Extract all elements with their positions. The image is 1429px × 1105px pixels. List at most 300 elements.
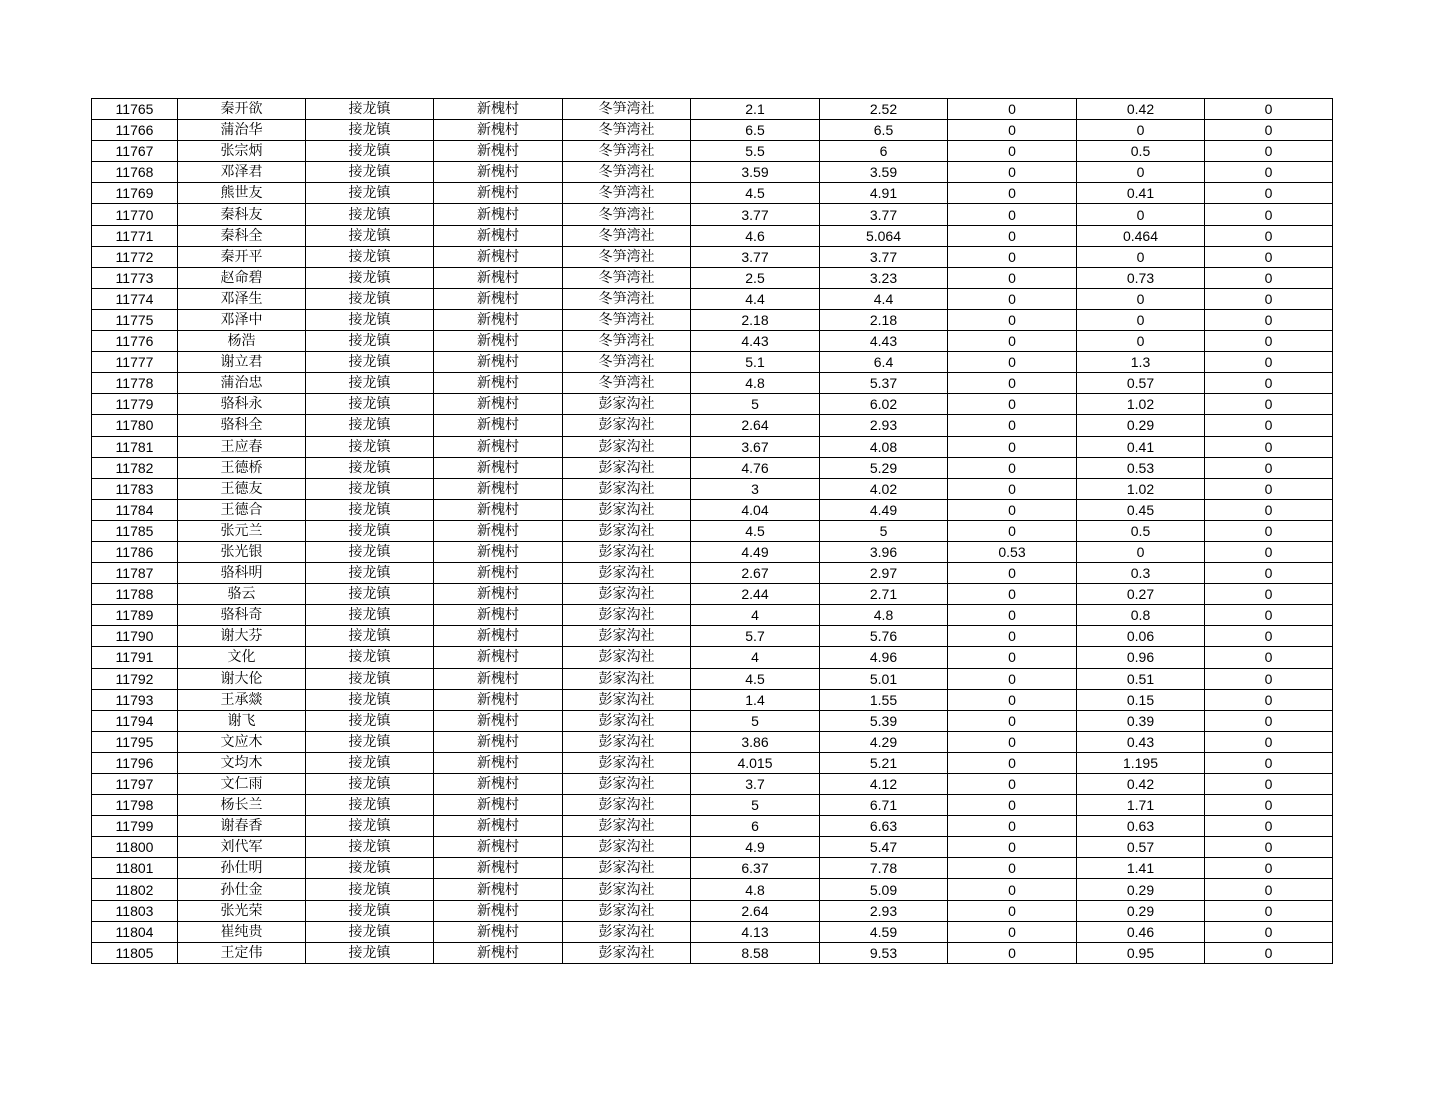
value-cell-2: 4.96 (820, 647, 948, 668)
table-row (92, 752, 1333, 773)
value-cell-3: 0 (948, 162, 1077, 183)
name-cell: 王德友 (178, 478, 306, 499)
town-cell: 接龙镇 (306, 99, 434, 120)
value-cell-3: 0 (948, 352, 1077, 373)
value-cell-2: 1.55 (820, 689, 948, 710)
group-cell: 彭家沟社 (563, 520, 691, 541)
value-cell-1: 4.04 (691, 499, 820, 520)
id-cell: 11802 (92, 879, 178, 900)
village-cell: 新槐村 (434, 246, 563, 267)
town-cell: 接龙镇 (306, 457, 434, 478)
value-cell-3: 0 (948, 499, 1077, 520)
value-cell-1: 4.4 (691, 288, 820, 309)
value-cell-4: 0.43 (1077, 731, 1205, 752)
town-cell: 接龙镇 (306, 309, 434, 330)
group-cell: 冬笋湾社 (563, 309, 691, 330)
value-cell-3: 0 (948, 478, 1077, 499)
town-cell: 接龙镇 (306, 731, 434, 752)
id-cell: 11777 (92, 352, 178, 373)
id-cell: 11786 (92, 541, 178, 562)
group-cell: 彭家沟社 (563, 668, 691, 689)
value-cell-5: 0 (1205, 921, 1333, 942)
value-cell-1: 3.86 (691, 731, 820, 752)
value-cell-1: 4.8 (691, 373, 820, 394)
village-cell: 新槐村 (434, 204, 563, 225)
value-cell-1: 4.015 (691, 752, 820, 773)
village-cell: 新槐村 (434, 352, 563, 373)
value-cell-5: 0 (1205, 816, 1333, 837)
value-cell-4: 1.02 (1077, 394, 1205, 415)
name-cell: 骆科永 (178, 394, 306, 415)
group-cell: 冬笋湾社 (563, 352, 691, 373)
value-cell-3: 0 (948, 373, 1077, 394)
name-cell: 张宗炳 (178, 141, 306, 162)
village-cell: 新槐村 (434, 499, 563, 520)
value-cell-2: 3.23 (820, 267, 948, 288)
village-cell: 新槐村 (434, 942, 563, 963)
value-cell-3: 0 (948, 141, 1077, 162)
value-cell-1: 4.43 (691, 331, 820, 352)
value-cell-4: 0.57 (1077, 837, 1205, 858)
village-cell: 新槐村 (434, 879, 563, 900)
value-cell-5: 0 (1205, 879, 1333, 900)
value-cell-3: 0 (948, 520, 1077, 541)
town-cell: 接龙镇 (306, 204, 434, 225)
village-cell: 新槐村 (434, 183, 563, 204)
id-cell: 11799 (92, 816, 178, 837)
value-cell-4: 0 (1077, 204, 1205, 225)
value-cell-2: 2.18 (820, 309, 948, 330)
group-cell: 彭家沟社 (563, 563, 691, 584)
table-row (92, 183, 1333, 204)
table-row (92, 816, 1333, 837)
town-cell: 接龙镇 (306, 331, 434, 352)
value-cell-2: 4.02 (820, 478, 948, 499)
table-row (92, 120, 1333, 141)
value-cell-2: 4.59 (820, 921, 948, 942)
value-cell-4: 0 (1077, 162, 1205, 183)
value-cell-2: 5.76 (820, 626, 948, 647)
value-cell-2: 4.8 (820, 605, 948, 626)
village-cell: 新槐村 (434, 457, 563, 478)
value-cell-3: 0 (948, 394, 1077, 415)
name-cell: 骆云 (178, 584, 306, 605)
town-cell: 接龙镇 (306, 120, 434, 141)
value-cell-1: 2.44 (691, 584, 820, 605)
name-cell: 杨长兰 (178, 795, 306, 816)
value-cell-2: 3.77 (820, 204, 948, 225)
id-cell: 11794 (92, 710, 178, 731)
value-cell-3: 0 (948, 626, 1077, 647)
value-cell-1: 4.5 (691, 520, 820, 541)
id-cell: 11801 (92, 858, 178, 879)
name-cell: 骆科奇 (178, 605, 306, 626)
group-cell: 冬笋湾社 (563, 267, 691, 288)
table-row (92, 774, 1333, 795)
group-cell: 冬笋湾社 (563, 331, 691, 352)
table-row (92, 605, 1333, 626)
village-cell: 新槐村 (434, 626, 563, 647)
group-cell: 彭家沟社 (563, 921, 691, 942)
town-cell: 接龙镇 (306, 267, 434, 288)
name-cell: 秦开平 (178, 246, 306, 267)
id-cell: 11781 (92, 436, 178, 457)
name-cell: 王定伟 (178, 942, 306, 963)
group-cell: 冬笋湾社 (563, 162, 691, 183)
name-cell: 张光银 (178, 541, 306, 562)
value-cell-5: 0 (1205, 837, 1333, 858)
value-cell-5: 0 (1205, 120, 1333, 141)
group-cell: 冬笋湾社 (563, 288, 691, 309)
town-cell: 接龙镇 (306, 942, 434, 963)
village-cell: 新槐村 (434, 309, 563, 330)
value-cell-1: 4 (691, 605, 820, 626)
id-cell: 11785 (92, 520, 178, 541)
value-cell-4: 0 (1077, 288, 1205, 309)
group-cell: 冬笋湾社 (563, 204, 691, 225)
value-cell-3: 0 (948, 668, 1077, 689)
value-cell-2: 5.09 (820, 879, 948, 900)
village-cell: 新槐村 (434, 921, 563, 942)
id-cell: 11805 (92, 942, 178, 963)
value-cell-4: 0.41 (1077, 436, 1205, 457)
id-cell: 11795 (92, 731, 178, 752)
value-cell-2: 2.71 (820, 584, 948, 605)
name-cell: 文应木 (178, 731, 306, 752)
table-row (92, 563, 1333, 584)
name-cell: 邓泽生 (178, 288, 306, 309)
value-cell-1: 4.8 (691, 879, 820, 900)
value-cell-5: 0 (1205, 795, 1333, 816)
value-cell-3: 0 (948, 584, 1077, 605)
value-cell-1: 3.77 (691, 246, 820, 267)
value-cell-2: 6.71 (820, 795, 948, 816)
value-cell-5: 0 (1205, 647, 1333, 668)
value-cell-5: 0 (1205, 900, 1333, 921)
group-cell: 彭家沟社 (563, 879, 691, 900)
value-cell-1: 2.64 (691, 415, 820, 436)
town-cell: 接龙镇 (306, 499, 434, 520)
value-cell-4: 0.29 (1077, 900, 1205, 921)
value-cell-2: 2.97 (820, 563, 948, 584)
id-cell: 11792 (92, 668, 178, 689)
id-cell: 11775 (92, 309, 178, 330)
value-cell-2: 5.21 (820, 752, 948, 773)
value-cell-3: 0 (948, 267, 1077, 288)
id-cell: 11804 (92, 921, 178, 942)
value-cell-3: 0 (948, 879, 1077, 900)
value-cell-5: 0 (1205, 162, 1333, 183)
value-cell-3: 0 (948, 288, 1077, 309)
value-cell-1: 6.37 (691, 858, 820, 879)
name-cell: 赵命碧 (178, 267, 306, 288)
name-cell: 文均木 (178, 752, 306, 773)
group-cell: 彭家沟社 (563, 394, 691, 415)
town-cell: 接龙镇 (306, 816, 434, 837)
id-cell: 11767 (92, 141, 178, 162)
village-cell: 新槐村 (434, 752, 563, 773)
village-cell: 新槐村 (434, 394, 563, 415)
table-row (92, 373, 1333, 394)
table-row (92, 626, 1333, 647)
value-cell-2: 5.47 (820, 837, 948, 858)
value-cell-3: 0 (948, 837, 1077, 858)
value-cell-5: 0 (1205, 858, 1333, 879)
value-cell-5: 0 (1205, 394, 1333, 415)
village-cell: 新槐村 (434, 436, 563, 457)
table-row (92, 415, 1333, 436)
value-cell-5: 0 (1205, 183, 1333, 204)
value-cell-4: 0.464 (1077, 225, 1205, 246)
table-row (92, 457, 1333, 478)
town-cell: 接龙镇 (306, 795, 434, 816)
table-row (92, 541, 1333, 562)
table-row (92, 668, 1333, 689)
value-cell-4: 0.41 (1077, 183, 1205, 204)
name-cell: 谢春香 (178, 816, 306, 837)
value-cell-2: 6.4 (820, 352, 948, 373)
value-cell-2: 3.96 (820, 541, 948, 562)
value-cell-1: 2.5 (691, 267, 820, 288)
name-cell: 谢大芬 (178, 626, 306, 647)
value-cell-4: 0.45 (1077, 499, 1205, 520)
name-cell: 蒲治华 (178, 120, 306, 141)
table-row (92, 394, 1333, 415)
table-row (92, 204, 1333, 225)
id-cell: 11780 (92, 415, 178, 436)
group-cell: 彭家沟社 (563, 858, 691, 879)
value-cell-3: 0 (948, 795, 1077, 816)
value-cell-5: 0 (1205, 141, 1333, 162)
village-cell: 新槐村 (434, 225, 563, 246)
table-row (92, 900, 1333, 921)
value-cell-3: 0 (948, 457, 1077, 478)
id-cell: 11768 (92, 162, 178, 183)
village-cell: 新槐村 (434, 478, 563, 499)
village-cell: 新槐村 (434, 795, 563, 816)
value-cell-4: 0.51 (1077, 668, 1205, 689)
table-row (92, 795, 1333, 816)
value-cell-5: 0 (1205, 520, 1333, 541)
value-cell-2: 4.08 (820, 436, 948, 457)
group-cell: 彭家沟社 (563, 605, 691, 626)
group-cell: 彭家沟社 (563, 900, 691, 921)
name-cell: 骆科明 (178, 563, 306, 584)
village-cell: 新槐村 (434, 731, 563, 752)
value-cell-5: 0 (1205, 415, 1333, 436)
id-cell: 11770 (92, 204, 178, 225)
value-cell-2: 5.064 (820, 225, 948, 246)
village-cell: 新槐村 (434, 668, 563, 689)
table-row (92, 499, 1333, 520)
id-cell: 11772 (92, 246, 178, 267)
name-cell: 王承燚 (178, 689, 306, 710)
value-cell-1: 4.6 (691, 225, 820, 246)
id-cell: 11766 (92, 120, 178, 141)
id-cell: 11778 (92, 373, 178, 394)
value-cell-1: 5.5 (691, 141, 820, 162)
value-cell-5: 0 (1205, 668, 1333, 689)
group-cell: 彭家沟社 (563, 752, 691, 773)
value-cell-4: 0.5 (1077, 141, 1205, 162)
value-cell-3: 0 (948, 647, 1077, 668)
table-row (92, 267, 1333, 288)
table-row (92, 225, 1333, 246)
group-cell: 冬笋湾社 (563, 183, 691, 204)
value-cell-2: 2.93 (820, 415, 948, 436)
town-cell: 接龙镇 (306, 563, 434, 584)
value-cell-1: 3.7 (691, 774, 820, 795)
group-cell: 彭家沟社 (563, 795, 691, 816)
value-cell-3: 0 (948, 774, 1077, 795)
value-cell-1: 6 (691, 816, 820, 837)
name-cell: 谢立君 (178, 352, 306, 373)
value-cell-4: 0.5 (1077, 520, 1205, 541)
id-cell: 11788 (92, 584, 178, 605)
group-cell: 冬笋湾社 (563, 246, 691, 267)
name-cell: 谢大伦 (178, 668, 306, 689)
town-cell: 接龙镇 (306, 647, 434, 668)
town-cell: 接龙镇 (306, 879, 434, 900)
table-row (92, 246, 1333, 267)
town-cell: 接龙镇 (306, 774, 434, 795)
town-cell: 接龙镇 (306, 520, 434, 541)
village-cell: 新槐村 (434, 99, 563, 120)
value-cell-3: 0 (948, 752, 1077, 773)
value-cell-2: 5.39 (820, 710, 948, 731)
town-cell: 接龙镇 (306, 921, 434, 942)
name-cell: 蒲治忠 (178, 373, 306, 394)
name-cell: 刘代军 (178, 837, 306, 858)
group-cell: 彭家沟社 (563, 731, 691, 752)
village-cell: 新槐村 (434, 647, 563, 668)
id-cell: 11769 (92, 183, 178, 204)
name-cell: 崔纯贵 (178, 921, 306, 942)
group-cell: 彭家沟社 (563, 541, 691, 562)
value-cell-2: 4.12 (820, 774, 948, 795)
value-cell-3: 0 (948, 225, 1077, 246)
value-cell-5: 0 (1205, 499, 1333, 520)
value-cell-3: 0 (948, 563, 1077, 584)
value-cell-4: 0.06 (1077, 626, 1205, 647)
table-row (92, 520, 1333, 541)
value-cell-1: 1.4 (691, 689, 820, 710)
value-cell-1: 8.58 (691, 942, 820, 963)
value-cell-3: 0 (948, 331, 1077, 352)
table-row (92, 647, 1333, 668)
name-cell: 张光荣 (178, 900, 306, 921)
group-cell: 彭家沟社 (563, 837, 691, 858)
value-cell-5: 0 (1205, 942, 1333, 963)
id-cell: 11791 (92, 647, 178, 668)
value-cell-4: 0.63 (1077, 816, 1205, 837)
value-cell-1: 5.7 (691, 626, 820, 647)
value-cell-4: 0.46 (1077, 921, 1205, 942)
value-cell-5: 0 (1205, 288, 1333, 309)
group-cell: 彭家沟社 (563, 689, 691, 710)
town-cell: 接龙镇 (306, 246, 434, 267)
value-cell-2: 4.49 (820, 499, 948, 520)
value-cell-4: 0 (1077, 120, 1205, 141)
value-cell-4: 0.57 (1077, 373, 1205, 394)
value-cell-1: 2.64 (691, 900, 820, 921)
town-cell: 接龙镇 (306, 225, 434, 246)
id-cell: 11789 (92, 605, 178, 626)
name-cell: 王应春 (178, 436, 306, 457)
value-cell-3: 0 (948, 436, 1077, 457)
group-cell: 彭家沟社 (563, 478, 691, 499)
value-cell-1: 5.1 (691, 352, 820, 373)
village-cell: 新槐村 (434, 605, 563, 626)
value-cell-1: 4.5 (691, 668, 820, 689)
name-cell: 文化 (178, 647, 306, 668)
value-cell-4: 0.29 (1077, 415, 1205, 436)
value-cell-4: 0 (1077, 309, 1205, 330)
village-cell: 新槐村 (434, 900, 563, 921)
town-cell: 接龙镇 (306, 394, 434, 415)
town-cell: 接龙镇 (306, 605, 434, 626)
group-cell: 彭家沟社 (563, 436, 691, 457)
town-cell: 接龙镇 (306, 436, 434, 457)
id-cell: 11793 (92, 689, 178, 710)
table-row (92, 309, 1333, 330)
value-cell-5: 0 (1205, 457, 1333, 478)
value-cell-5: 0 (1205, 563, 1333, 584)
village-cell: 新槐村 (434, 415, 563, 436)
value-cell-1: 3.77 (691, 204, 820, 225)
town-cell: 接龙镇 (306, 626, 434, 647)
value-cell-3: 0 (948, 605, 1077, 626)
table-row (92, 99, 1333, 120)
village-cell: 新槐村 (434, 141, 563, 162)
town-cell: 接龙镇 (306, 858, 434, 879)
value-cell-4: 1.71 (1077, 795, 1205, 816)
value-cell-4: 0 (1077, 331, 1205, 352)
town-cell: 接龙镇 (306, 478, 434, 499)
town-cell: 接龙镇 (306, 162, 434, 183)
value-cell-1: 4.76 (691, 457, 820, 478)
town-cell: 接龙镇 (306, 541, 434, 562)
value-cell-3: 0 (948, 99, 1077, 120)
value-cell-2: 5 (820, 520, 948, 541)
value-cell-1: 3.67 (691, 436, 820, 457)
id-cell: 11783 (92, 478, 178, 499)
value-cell-3: 0 (948, 246, 1077, 267)
value-cell-2: 4.29 (820, 731, 948, 752)
table-row (92, 710, 1333, 731)
value-cell-2: 6.5 (820, 120, 948, 141)
id-cell: 11784 (92, 499, 178, 520)
group-cell: 彭家沟社 (563, 415, 691, 436)
value-cell-1: 3.59 (691, 162, 820, 183)
name-cell: 骆科全 (178, 415, 306, 436)
id-cell: 11776 (92, 331, 178, 352)
table-row (92, 942, 1333, 963)
village-cell: 新槐村 (434, 710, 563, 731)
town-cell: 接龙镇 (306, 900, 434, 921)
value-cell-5: 0 (1205, 373, 1333, 394)
town-cell: 接龙镇 (306, 752, 434, 773)
village-cell: 新槐村 (434, 563, 563, 584)
table-body (92, 99, 1333, 964)
value-cell-4: 0.96 (1077, 647, 1205, 668)
table-row (92, 288, 1333, 309)
village-cell: 新槐村 (434, 837, 563, 858)
name-cell: 秦科全 (178, 225, 306, 246)
value-cell-2: 3.77 (820, 246, 948, 267)
id-cell: 11782 (92, 457, 178, 478)
name-cell: 秦科友 (178, 204, 306, 225)
